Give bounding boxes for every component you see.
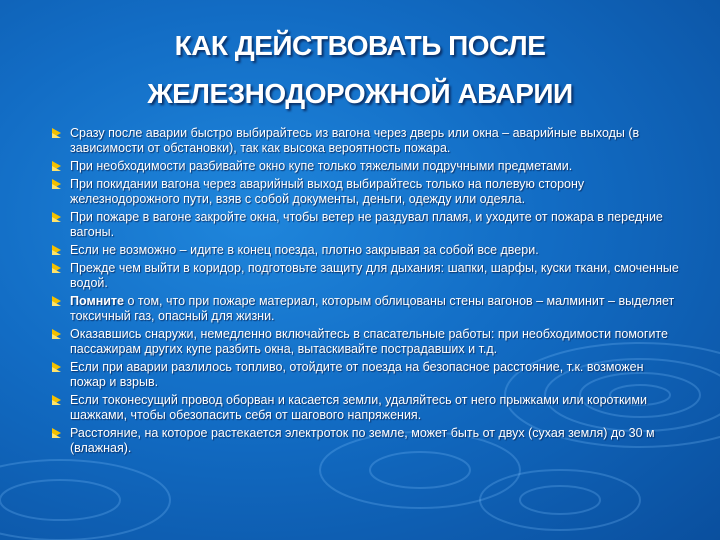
arrow-bullet-icon <box>52 263 61 273</box>
bullet-text: Расстояние, на которое растекается электроток по земле, может быть от двух (сухая земля) до 30 м (влажная). <box>70 426 655 455</box>
bullet-item <box>52 426 682 456</box>
arrow-bullet-icon <box>52 128 61 138</box>
arrow-bullet-icon <box>52 329 61 339</box>
slide-title-line-2: ЖЕЛЕЗНОДОРОЖНОЙ АВАРИИ <box>147 78 573 109</box>
bullet-item <box>52 159 682 174</box>
arrow-bullet-icon <box>52 179 61 189</box>
bullet-list <box>52 126 682 459</box>
bullet-text: Оказавшись снаружи, немедленно включайтесь в спасательные работы: при необходимости помогите пассажирам других купе разбить окна, вытаскивайте пострадавших и т.д. <box>70 327 668 356</box>
arrow-bullet-icon <box>52 212 61 222</box>
bullet-text: При пожаре в вагоне закройте окна, чтобы ветер не раздувал пламя, и уходите от пожара в передние вагоны. <box>70 210 663 239</box>
arrow-bullet-icon <box>52 395 61 405</box>
bullet-text: о том, что при пожаре материал, которым облицованы стены вагонов – малминит – выделяет токсичный газ, опасный для жизни. <box>70 294 675 323</box>
bullet-item <box>52 177 682 207</box>
slide-title-line-1: КАК ДЕЙСТВОВАТЬ ПОСЛЕ <box>174 30 546 61</box>
bullet-text: Если токонесущий провод оборван и касается земли, удаляйтесь от него прыжками или короткими шажками, чтобы обезопасить себя от шагового напряжения. <box>70 393 647 422</box>
bullet-item <box>52 261 682 291</box>
arrow-bullet-icon <box>52 245 61 255</box>
arrow-bullet-icon <box>52 161 61 171</box>
bullet-item <box>52 126 682 156</box>
bullet-text: При необходимости разбивайте окно купе только тяжелыми подручными предметами. <box>70 159 573 173</box>
bullet-item <box>52 327 682 357</box>
bullet-text: Если не возможно – идите в конец поезда, плотно закрывая за собой все двери. <box>70 243 539 257</box>
bullet-text: Если при аварии разлилось топливо, отойдите от поезда на безопасное расстояние, т.к. возможен пожар и взрыв. <box>70 360 644 389</box>
bullet-item <box>52 243 682 258</box>
bullet-text: Сразу после аварии быстро выбирайтесь из вагона через дверь или окна – аварийные выходы (в зависимости от обстановки), так как высока вероятность пожара. <box>70 126 640 155</box>
bullet-emphasis: Помните <box>70 294 125 308</box>
bullet-item <box>52 294 682 324</box>
bullet-item <box>52 393 682 423</box>
arrow-bullet-icon <box>52 362 61 372</box>
bullet-item <box>52 360 682 390</box>
bullet-text: Прежде чем выйти в коридор, подготовьте защиту для дыхания: шапки, шарфы, куски ткани, смоченные водой. <box>70 261 679 290</box>
arrow-bullet-icon <box>52 428 61 438</box>
arrow-bullet-icon <box>52 296 61 306</box>
bullet-item <box>52 210 682 240</box>
bullet-text: При покидании вагона через аварийный выход выбирайтесь только на полевую сторону железнодорожного пути, взяв с собой документы, деньги, одежду или одеяла. <box>70 177 585 206</box>
